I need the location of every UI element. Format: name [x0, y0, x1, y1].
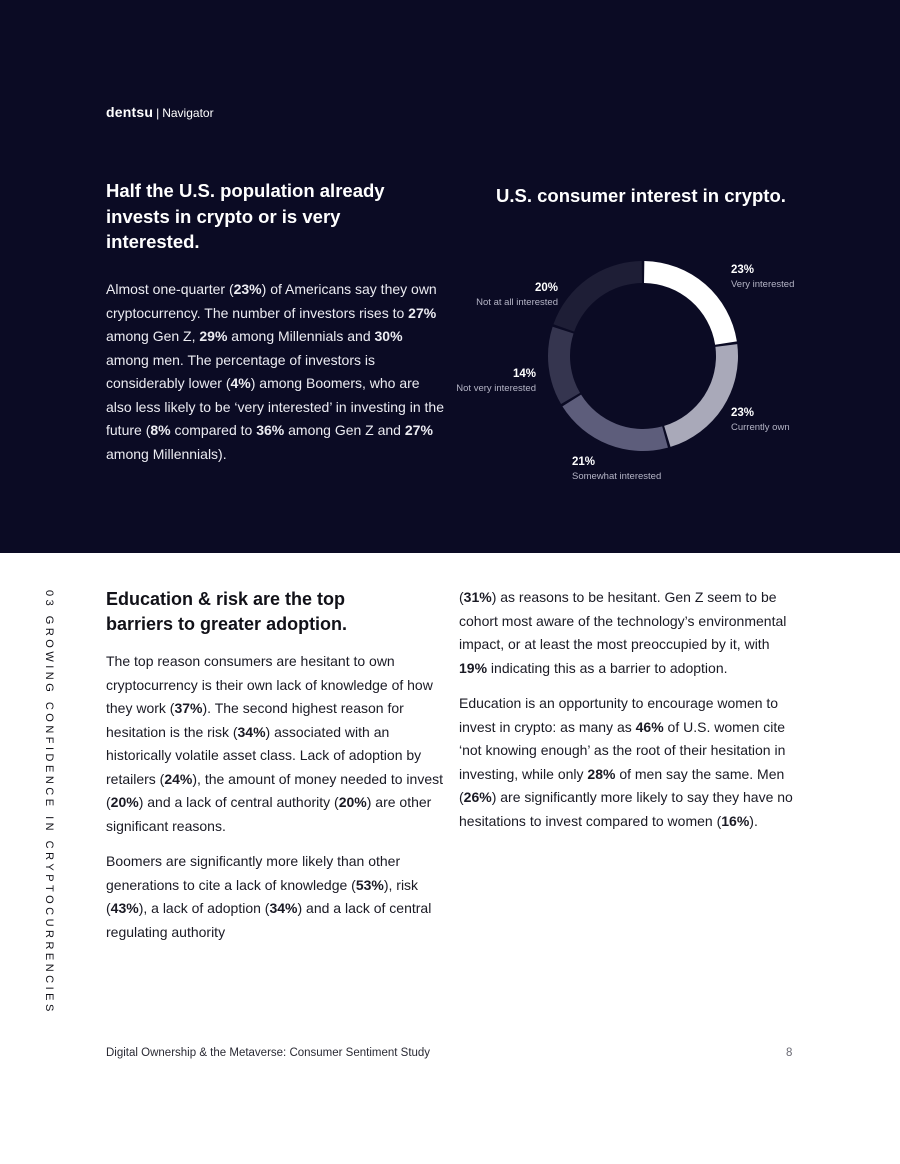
text-run: ( [459, 589, 464, 605]
text-run: among Gen Z, [106, 328, 200, 344]
hero-title: Half the U.S. population already invests in crypto or is very interested. [106, 180, 385, 252]
highlight-value: 20% [110, 794, 139, 810]
text-run: ) as reasons to be hesitant. Gen Z seem to be cohort most aware of the technology’s environmental impact, or at least the most preoccupied by it, with [459, 589, 787, 652]
page-number: 8 [786, 1047, 793, 1059]
text-run: ). [749, 812, 758, 829]
body-column-right [459, 586, 799, 845]
highlight-value: 43% [110, 900, 139, 916]
label-pct: 20% [534, 282, 558, 294]
paragraph [106, 850, 444, 944]
highlight-value: 20% [338, 794, 367, 810]
highlight-value: 26% [463, 789, 492, 805]
text-run: indicating this as a barrier to adoption. [487, 659, 728, 676]
highlight-value: 37% [174, 700, 203, 716]
label-name: Very interested [731, 279, 795, 290]
highlight-value: 27% [408, 304, 437, 321]
label-name: Somewhat interested [572, 471, 662, 482]
text-run: ) of Americans say they own cryptocurrency. The number of investors rises to [106, 281, 437, 321]
highlight-value: 30% [374, 328, 403, 344]
text-run: Education is an opportunity to encourage women to invest in crypto: as many as [459, 695, 779, 735]
label-currently-own [731, 406, 790, 434]
label-name: Not at all interested [476, 297, 558, 308]
logo-product: Navigator [162, 106, 214, 120]
section-title: Education & risk are the top barriers to greater adoption. [106, 589, 348, 634]
text-run: among Gen Z and [284, 422, 405, 438]
text-run: among Millennials and [227, 328, 375, 344]
logo-separator: | [156, 106, 160, 120]
highlight-value: 23% [233, 281, 262, 297]
text-run: ) and a lack of central regulating authority [106, 900, 432, 940]
donut-slice-currently-own [664, 344, 738, 447]
paragraph [459, 586, 799, 680]
logo-brand: dentsu [106, 104, 154, 120]
text-run: of men say the same. Men ( [459, 765, 785, 805]
paragraph [459, 692, 799, 833]
text-run: ), the amount of money needed to invest ( [106, 770, 443, 810]
label-very-interested [731, 263, 794, 291]
chart-title: U.S. consumer interest in crypto. [496, 185, 786, 206]
label-name: Not very interested [456, 383, 536, 394]
label-pct: 21% [572, 456, 596, 468]
label-not-very-interested [456, 367, 536, 395]
text-run: ). The second highest reason for hesitation is the risk ( [106, 700, 404, 740]
label-pct: 23% [731, 264, 755, 276]
highlight-value: 8% [150, 422, 171, 438]
text-run: of U.S. women cite ‘not knowing enough’ as the root of their hesitation in investing, while only [459, 718, 786, 782]
highlight-value: 28% [587, 765, 616, 782]
highlight-value: 36% [256, 422, 285, 438]
highlight-value: 34% [237, 723, 266, 740]
donut-slice-not-very-interested [548, 327, 580, 404]
text-run: Boomers are significantly more likely than other generations to cite a lack of knowledge ( [106, 853, 401, 893]
text-run: compared to [170, 422, 257, 438]
label-name: Currently own [731, 422, 790, 433]
text-run: among Millennials). [106, 445, 227, 462]
text-run: ), a lack of adoption ( [138, 900, 270, 916]
label-pct: 23% [731, 407, 755, 419]
highlight-value: 53% [355, 876, 384, 893]
highlight-value: 46% [635, 718, 664, 735]
text-run: ) are significantly more likely to say they have no hesitations to invest compared to women ( [459, 789, 793, 829]
highlight-value: 24% [164, 770, 193, 787]
highlight-value: 34% [269, 900, 298, 916]
text-run: The top reason consumers are hesitant to own cryptocurrency is their own lack of knowledge of how they work ( [106, 653, 433, 716]
label-not-at-all-interested [476, 281, 558, 309]
body-column-left [106, 650, 444, 956]
text-run: ) associated with an historically volatile asset class. Lack of adoption by retailers ( [106, 723, 422, 787]
footer-title: Digital Ownership & the Metaverse: Consumer Sentiment Study [106, 1047, 431, 1059]
section-side-label: 03 GROWING CONFIDENCE IN CRYPTOCURRENCIES [43, 590, 55, 1015]
paragraph [106, 650, 444, 838]
donut-slice-very-interested [644, 261, 737, 345]
text-run: ) and a lack of central authority ( [138, 794, 339, 810]
text-run: ), risk ( [106, 876, 419, 916]
highlight-value: 16% [721, 812, 750, 829]
highlight-value: 4% [230, 375, 251, 391]
highlight-value: 27% [404, 422, 433, 438]
donut-slice-not-at-all-interested [553, 261, 642, 332]
highlight-value: 31% [463, 589, 492, 605]
label-somewhat-interested [572, 455, 661, 483]
text-run: ) among Boomers, who are also less likely to be ‘very interested’ in investing in the future ( [106, 375, 444, 438]
highlight-value: 19% [459, 659, 488, 676]
highlight-value: 29% [199, 328, 228, 344]
text-run: ) are other significant reasons. [106, 794, 432, 834]
text-run: Almost one-quarter ( [106, 281, 234, 297]
text-run: among men. The percentage of investors is considerably lower ( [106, 351, 376, 391]
label-pct: 14% [512, 368, 536, 380]
donut-slice-somewhat-interested [562, 395, 668, 451]
